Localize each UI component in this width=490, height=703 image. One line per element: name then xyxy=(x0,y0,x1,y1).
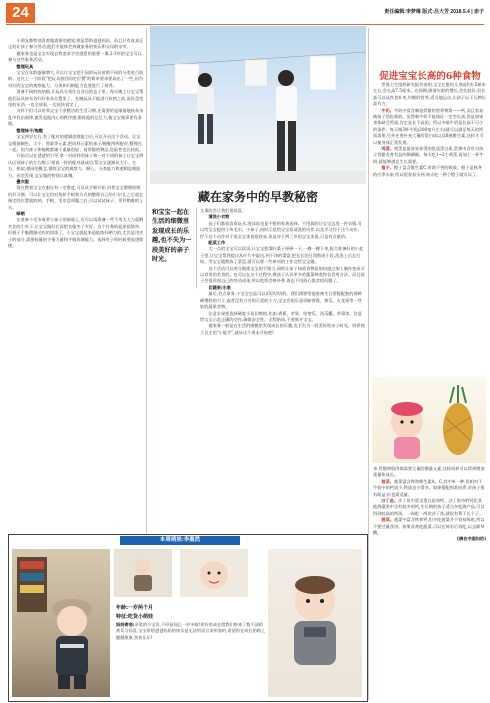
section-heading: 整理袜子/拖鞋 xyxy=(16,127,44,133)
food-item xyxy=(373,165,486,178)
paragraph: 做家务也是宝宝实现自我追求学会感恩的重要一课,2-3岁的宝宝可以参与这些家务活动。 xyxy=(8,50,142,63)
paragraph: 注意水果要选择硬度小易切割的,比如:香蕉、苹果、哈密瓜、西瓜瓤、草莓等。注意给宝宝示范正确的动作,确保安全性。全程陪同,不要离开宝宝。 xyxy=(200,310,362,322)
section-heading: 晾晒 xyxy=(16,210,25,216)
food-text: 鸡蛋是最容易获得的优质蛋白质,蛋黄中含有对孩子骨骼发育有益的卵磷脂。每天吃1~2个鸡蛋,再加上一杯牛奶,就能够满足生长需要。 xyxy=(373,146,484,164)
food-item xyxy=(373,146,486,165)
paragraph: 这样不但可以培养宝宝干净整洁的生活习惯,还需要的是渐渐地按从杂乱中找出规律,激发起他内心的秩序感,锻炼他的记忆力,使宝宝做事更有条理。 xyxy=(8,108,144,127)
food-heading: 牛奶。 xyxy=(381,107,394,113)
mom-message xyxy=(116,622,266,641)
paragraph: 太事的会让我们很惊喜。 xyxy=(200,208,247,213)
paragraph: 宝宝在年龄逐渐增大,可以让宝宝把不同的玩具按照不同的分类进行收纳。这比上一个阶段"把玩具放回固定位置"的简单要求要高出了一些,因为对应的宝宝的观察能力、分类和归纳能力也要进行了培养。 xyxy=(8,70,144,88)
paragraph: 身,骨骼和肌肉都需要大量的微量元素,这样同样可以得到增加重量和成长。 xyxy=(373,466,485,478)
baby-caption xyxy=(116,604,266,641)
paragraph: 最后,有点家务,小宝宝也是可以切切切切的。我们需要给他准备生日蛋糕配套的那种硬塑料的刀子,或者没有刀刃的可爱的小刀,宝宝会很乐意切断香蕉、黄瓜、火龙果等一些软的蔬果食物。 xyxy=(200,291,362,310)
section-heading: 切蔬果/水果 xyxy=(208,284,231,290)
paragraph: 大一点的宝宝可以试试,让宝宝把菜叶菜子择择一下,一棵一棵下来,配合准备好的小盆子里,让宝宝帮我提议从叶片中取出,到干净的菜盘,把长长的豆角剪成小段,洗洗上后去打结。等宝宝做熟练了菜盘,就可以要一些单项的工作交给宝宝做。 xyxy=(200,246,364,265)
food-heading: 沙丁鱼。 xyxy=(381,498,399,504)
food-item xyxy=(373,498,486,517)
paragraph: 开始可以在爸爸的引导,拿一对同样的袜子和一对不同的袜子让宝宝辨认区别袜子的左右脚,只要真一样的配对就成功,帮宝宝逐渐从大小、左右、相似,相同的概念,锻炼宝宝的观察力、耐心、分类能力和逻辑思维能力。你会发现,宝宝做的特别认真哦。 xyxy=(8,153,144,178)
section-heading: 配菜工作 xyxy=(208,240,226,246)
paragraph: 宝宝两岁左右,有了配对的逻辑思维能力后,可以开启这个活动。让宝宝根据颜色、大小、图案等元素,把同样元素的袜子/拖鞋两两配对,整理在一起。因为袜子和拖鞋都属于重量很轻、易掌握的物品,危险性也比较低。 xyxy=(8,134,144,152)
header-rule xyxy=(6,24,484,25)
page-number: 24 xyxy=(6,3,35,23)
paragraph: 这个活动可以充分锻炼宝宝的手指力,同时让孩子知道食物是如何通过加工制作变成可以食用的美食的。也可以在这个过程中,教孩子认识更多的蔬菜种类和各食用方法。而且孩子会很珍视自己的劳动成果,所以吃饭会格外香,再也不用担心挑食的问题了。 xyxy=(200,265,365,284)
mom-label: 妈妈寄语: xyxy=(116,622,135,627)
baby-feature: 特征:吃货小萌娃 xyxy=(116,614,154,620)
left-column xyxy=(8,38,144,249)
baby-photo-small-1 xyxy=(114,549,172,597)
food-heading: 菠菜。 xyxy=(381,478,394,484)
section-heading: 叠衣服 xyxy=(16,178,29,184)
hero-photo xyxy=(150,26,366,184)
food-photo xyxy=(372,377,486,463)
paragraph: 世界卫生组织研究报告表明,宝宝在婴幼儿身高约1.5厘米左右,会长高7.5厘米。在同期,随着年龄的增长,会比较好,但长高可以从饮食补充,均衡的营养,适当地运动,让孩子以下几种长高有方。 xyxy=(373,82,486,107)
baby-photo-small-2 xyxy=(180,549,248,597)
paragraph: 小朋友都特别喜欢做需要的感觉,照是帮助爸爸妈妈。而且只有真真正正的让孩子参与劳动,他们才能体会到做家务的快乐和父母的辛劳。 xyxy=(8,38,144,50)
food-heading: 菠菜。 xyxy=(381,517,394,523)
paragraph: 孩子们都很喜欢玩水,泡沫再也是不错的家务选择。不用真的让宝宝去洗一件衣服,可以给宝宝提供小块毛巾、小袜子,同时示范给宝宝看清洗的动作,以及学习拧干这个动作。拧干这个动作对于很宝宝来说很容易,但是对于两三岁的宝宝来说,可是有点难的。 xyxy=(200,220,362,239)
paragraph: 做家务一般是在生活的细微里发现成长的乐趣,也不失为一段美好的亲子时光。培养独立自主的"小能手",就从这个周末开始吧! xyxy=(200,323,365,335)
paragraph: 准备不同的收纳箱,让玩具分类往自各自的盒子里。每天晚上让宝宝帮他们玩具按东各归好家具位置里了。在晚玩具不能进行收纳之前,说好盘里里的东西,一边全部看,一边说快说定了。 xyxy=(8,89,144,108)
article-title: 藏在家务中的早教秘密 xyxy=(197,190,318,204)
pull-quote: 和宝宝一起在生活的细微里发现成长的乐趣,也不失为一段美好的亲子时光。 xyxy=(152,209,192,264)
food-item xyxy=(373,479,486,498)
section-heading: 整理玩具 xyxy=(16,63,34,69)
paragraph: 现在教着宝宝衣服还有一定难度,可以从手帕开始,培养宝宝整理收纳的好习惯。可以让宝宝用对角折手帕和方式的整理自己的小方巾,之后放在指定的位置就收纳。手帕、毛巾没叩题之后,可以试试袜子、男衫稍难的上衣。 xyxy=(8,185,144,210)
right-column-top xyxy=(373,82,486,178)
baby-photo-right xyxy=(268,549,362,697)
food-heading: 橙子。 xyxy=(381,165,394,171)
cute-baby-banner: 本周萌娃:李惠然 xyxy=(120,536,240,545)
mom-text: 亲爱的小宝贝,不经意间已一岁多啦!你好的成长给我们带来了数不清的欢乐与惊喜,宝宝带给爸爸妈妈的快乐是无法用语言来形容的,希望你在成长的路上健健康康,快快乐乐! xyxy=(116,622,266,640)
baby-photo-main xyxy=(12,549,110,697)
paragraph: 在准备小毛巾或者小袜子的基础上,还可以再准备一些不用太大力就晒夹住的小夹子,让宝宝做好后再把衣服夹子夹好。这个任务的起来很简单,但锻子手眼精细动作的训练了。小宝宝就起来造能练好晒力的,尤其是用夹子的部分,需要较量的手指力量和手眼协调能力。选择夹子的时候要放进简便。 xyxy=(8,217,144,248)
right-column-bottom xyxy=(373,466,486,543)
food-text: 牛奶中富含制造骨骼的营养物质——钙,而且容易被孩子消化吸收。虽然喝牛奶不能保证一定会长高,但是如果身体缺乏钙质,肯定是长不高的。所以多喝牛奶是长高不可少的条件。每天喝3杯牛奶(200毫升左右)就可以满足每天的钙质需要,另外还要补充大量的蛋白质以及B族维生素,这样才可以使身体正常发育。 xyxy=(373,107,484,145)
column-divider xyxy=(146,28,147,533)
baby-age: 年龄:一岁两个月 xyxy=(116,605,154,611)
section-heading: 清洗小衣物 xyxy=(208,214,230,220)
pull-divider xyxy=(196,208,197,288)
food-text: 橙子富含维生素C,有助于钙的吸收。橙子是秋冬的应季水果,所以很容易买到,每天吃一两个橙子就可以了。 xyxy=(373,165,483,177)
food-text: 菠菜富含铁和维生素A、C,其中单一种,但相对于牛奶中的钙质少,铁质也少得多。如果搭配肉类同煮,对孩子很有助益,但也需适量。 xyxy=(373,478,485,497)
food-text: 菠菜中富含铁和钙,但多吃菠菜并不容易吸收,所以不要过量食用。如果喜欢吃菠菜,可以在焯水后再吃,以去除草酸。 xyxy=(373,517,485,536)
food-item xyxy=(373,517,486,536)
food-text: 沙丁鱼中富含蛋白质和钙、沙丁鱼中的钙比其他海藻类中含有较多的钙,生长期的孩子适当多吃海产品,可以得到较高的钙质。一周吃一两次沙丁鱼,就很有利于长个子。 xyxy=(373,498,485,516)
laundry-illustration xyxy=(150,26,366,184)
column-divider xyxy=(368,28,369,700)
food-item xyxy=(373,108,486,146)
food-heading: 鸡蛋。 xyxy=(381,146,394,152)
source-note: (摘自中国妇幼) xyxy=(457,536,486,542)
header-info: 责任编辑:李梦琳 版式:吕大芳 2018.5.4 | 亲子 xyxy=(384,9,484,15)
right-article-title: 促进宝宝长高的6种食物 xyxy=(379,71,481,82)
middle-column xyxy=(200,208,365,336)
